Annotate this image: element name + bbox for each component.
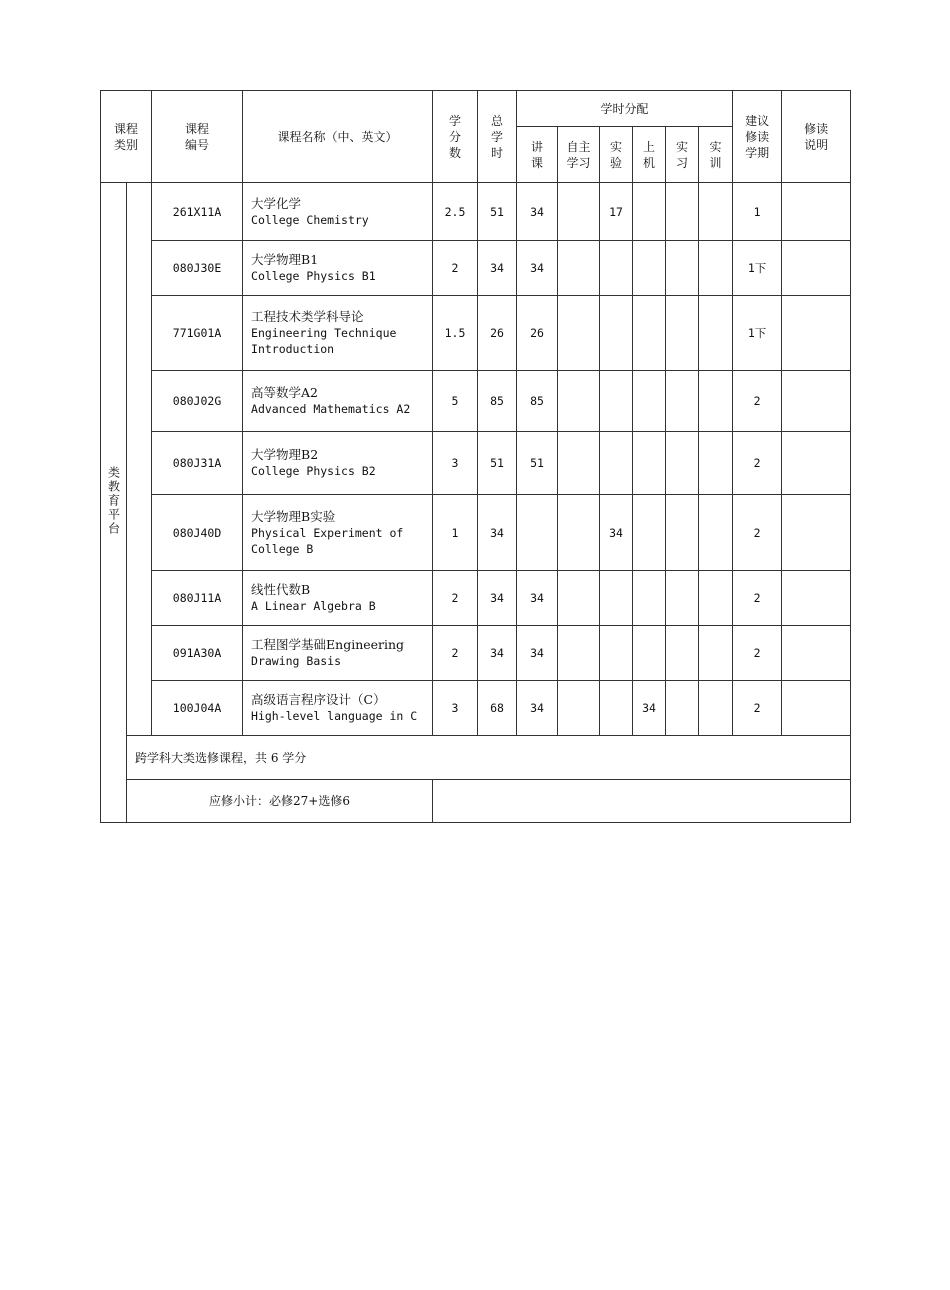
- course-code: 080J11A: [152, 571, 243, 626]
- cell-lecture: 85: [517, 371, 558, 432]
- cell-intern: [666, 571, 699, 626]
- cell-computer: [633, 241, 666, 296]
- cell-semester: 2: [733, 432, 782, 495]
- course-code: 100J04A: [152, 681, 243, 736]
- course-name-en: College Physics B2: [251, 464, 376, 478]
- cell-computer: [633, 495, 666, 571]
- cell-training: [699, 626, 733, 681]
- cell-intern: [666, 183, 699, 241]
- course-code: 080J40D: [152, 495, 243, 571]
- cell-intern: [666, 432, 699, 495]
- subtotal-value: [433, 780, 851, 823]
- course-name-en: High-level language in C: [251, 709, 418, 723]
- cell-note: [782, 371, 851, 432]
- subcategory-cell: [127, 183, 152, 736]
- cell-lecture: 34: [517, 183, 558, 241]
- cell-lecture: 34: [517, 571, 558, 626]
- cell-self: [558, 241, 600, 296]
- cell-note: [782, 626, 851, 681]
- cell-self: [558, 296, 600, 371]
- course-name-cn: 大学物理B实验: [251, 508, 336, 524]
- course-name-en: College Chemistry: [251, 212, 369, 227]
- course-name-cn: 高等数学A2: [251, 385, 318, 400]
- cell-credits: 1.5: [433, 296, 478, 371]
- course-name-cn: 高级语言程序设计（C）: [251, 692, 386, 707]
- header-computer: 上 机: [633, 127, 666, 183]
- cell-lecture: [517, 495, 558, 571]
- cell-lecture: 51: [517, 432, 558, 495]
- cell-semester: 1下: [733, 296, 782, 371]
- course-name-cn: 工程技术类学科导论: [251, 309, 364, 324]
- cell-semester: 2: [733, 626, 782, 681]
- cell-computer: [633, 432, 666, 495]
- cell-computer: [633, 296, 666, 371]
- cell-note: [782, 432, 851, 495]
- header-code: 课程 编号: [152, 91, 243, 183]
- course-code: 080J31A: [152, 432, 243, 495]
- course-name: [243, 183, 433, 241]
- course-name-en: A Linear Algebra B: [251, 599, 376, 613]
- course-code: 771G01A: [152, 296, 243, 371]
- cell-credits: 5: [433, 371, 478, 432]
- cell-lab: [600, 626, 633, 681]
- cell-intern: [666, 296, 699, 371]
- course-name-cn: 工程图学基础Engineering: [251, 637, 405, 652]
- course-name: [243, 432, 433, 495]
- cell-computer: 34: [633, 681, 666, 736]
- course-name: [243, 626, 433, 681]
- header-credits: 学 分 数: [433, 91, 478, 183]
- cell-lecture: 26: [517, 296, 558, 371]
- course-code: 091A30A: [152, 626, 243, 681]
- cell-semester: 2: [733, 571, 782, 626]
- header-training: 实 训: [699, 127, 733, 183]
- course-name-en: Engineering Technique Introduction: [251, 326, 397, 356]
- cell-lab: 34: [600, 495, 633, 571]
- cell-computer: [633, 183, 666, 241]
- header-category: 课程 类别: [101, 91, 152, 183]
- cell-note: [782, 681, 851, 736]
- cell-total: 34: [478, 571, 517, 626]
- cell-lab: [600, 296, 633, 371]
- cell-total: 85: [478, 371, 517, 432]
- category-label: 类教育平台: [106, 465, 121, 536]
- cell-self: [558, 371, 600, 432]
- cell-training: [699, 241, 733, 296]
- cell-total: 51: [478, 183, 517, 241]
- header-semester: 建议 修读 学期: [733, 91, 782, 183]
- header-total-hours: 总 学 时: [478, 91, 517, 183]
- cell-training: [699, 371, 733, 432]
- category-cell: [101, 183, 127, 823]
- cell-intern: [666, 626, 699, 681]
- course-name-cn: 大学化学: [251, 195, 302, 211]
- table-row: [101, 495, 851, 571]
- course-name: [243, 296, 433, 371]
- cell-self: [558, 571, 600, 626]
- cell-semester: 2: [733, 495, 782, 571]
- cell-note: [782, 183, 851, 241]
- table-row: [101, 432, 851, 495]
- cell-self: [558, 432, 600, 495]
- cell-note: [782, 495, 851, 571]
- cell-lab: [600, 371, 633, 432]
- header-internship: 实 习: [666, 127, 699, 183]
- cell-total: 34: [478, 495, 517, 571]
- header-lab: 实 验: [600, 127, 633, 183]
- cell-lab: 17: [600, 183, 633, 241]
- table-row: [101, 296, 851, 371]
- cell-training: [699, 183, 733, 241]
- cell-computer: [633, 571, 666, 626]
- cell-lab: [600, 571, 633, 626]
- cell-lecture: 34: [517, 681, 558, 736]
- cell-intern: [666, 241, 699, 296]
- cell-total: 51: [478, 432, 517, 495]
- course-name: [243, 571, 433, 626]
- cell-credits: 3: [433, 681, 478, 736]
- cell-training: [699, 681, 733, 736]
- cell-credits: 2: [433, 571, 478, 626]
- cell-self: [558, 681, 600, 736]
- cell-self: [558, 495, 600, 571]
- cell-lab: [600, 681, 633, 736]
- cell-credits: 2: [433, 626, 478, 681]
- cell-training: [699, 571, 733, 626]
- course-name: [243, 495, 433, 571]
- subtotal-label: 应修小计：必修27+选修6: [127, 780, 433, 823]
- cell-intern: [666, 371, 699, 432]
- cell-lecture: 34: [517, 241, 558, 296]
- cell-total: 34: [478, 241, 517, 296]
- header-hours-distribution: 学时分配: [517, 91, 733, 127]
- cell-computer: [633, 371, 666, 432]
- cell-semester: 1下: [733, 241, 782, 296]
- course-table: [100, 90, 851, 823]
- header-lecture: 讲 课: [517, 127, 558, 183]
- cell-total: 26: [478, 296, 517, 371]
- table-row: [101, 371, 851, 432]
- cell-note: [782, 296, 851, 371]
- course-code: 080J30E: [152, 241, 243, 296]
- cell-credits: 2.5: [433, 183, 478, 241]
- course-name: [243, 371, 433, 432]
- cell-training: [699, 296, 733, 371]
- cell-note: [782, 571, 851, 626]
- course-code: 261X11A: [152, 183, 243, 241]
- header-notes: 修读 说明: [782, 91, 851, 183]
- cell-training: [699, 432, 733, 495]
- cell-semester: 1: [733, 183, 782, 241]
- cell-note: [782, 241, 851, 296]
- table-row: [101, 183, 851, 241]
- cell-total: 68: [478, 681, 517, 736]
- cell-lecture: 34: [517, 626, 558, 681]
- cell-intern: [666, 495, 699, 571]
- course-name-cn: 大学物理B1: [251, 252, 319, 267]
- table-row: [101, 681, 851, 736]
- table-row: [101, 241, 851, 296]
- table-row: [101, 626, 851, 681]
- cell-semester: 2: [733, 371, 782, 432]
- course-code: 080J02G: [152, 371, 243, 432]
- cell-credits: 2: [433, 241, 478, 296]
- cell-training: [699, 495, 733, 571]
- table-row: [101, 571, 851, 626]
- header-self-study: 自主 学习: [558, 127, 600, 183]
- cell-lab: [600, 241, 633, 296]
- cell-self: [558, 183, 600, 241]
- cell-computer: [633, 626, 666, 681]
- course-name-en: College Physics B1: [251, 269, 376, 283]
- course-name-en: Drawing Basis: [251, 654, 342, 668]
- cell-total: 34: [478, 626, 517, 681]
- cell-credits: 3: [433, 432, 478, 495]
- cell-intern: [666, 681, 699, 736]
- course-name-cn: 大学物理B2: [251, 447, 319, 462]
- elective-row: 跨学科大类选修课程，共 6 学分: [127, 736, 851, 780]
- cell-semester: 2: [733, 681, 782, 736]
- course-name-cn: 线性代数B: [251, 582, 311, 597]
- course-name: [243, 241, 433, 296]
- header-name: 课程名称（中、英文）: [243, 91, 433, 183]
- course-name-en: Physical Experiment of College B: [251, 525, 404, 556]
- course-name-en: Advanced Mathematics A2: [251, 402, 411, 416]
- cell-lab: [600, 432, 633, 495]
- cell-self: [558, 626, 600, 681]
- cell-credits: 1: [433, 495, 478, 571]
- course-name: [243, 681, 433, 736]
